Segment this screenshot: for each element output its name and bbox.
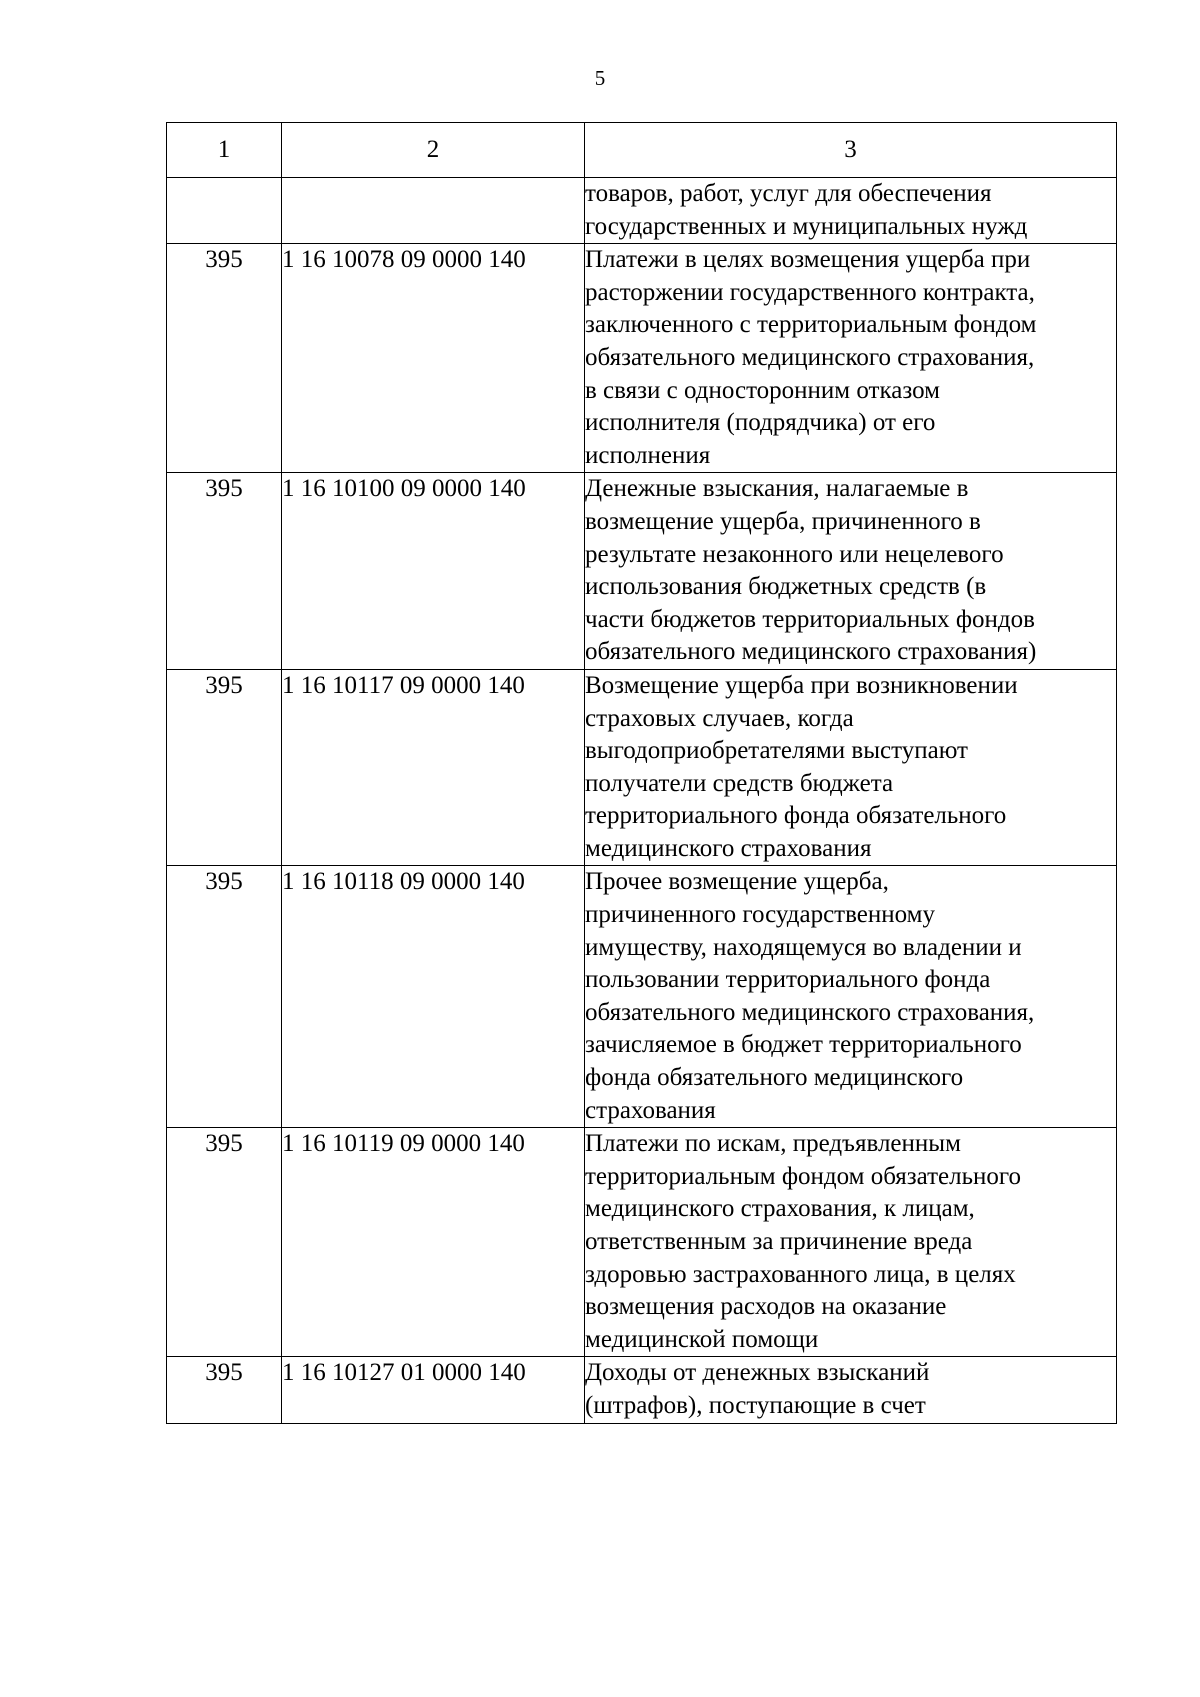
budget-code-cell bbox=[282, 178, 585, 244]
income-name-line: (штрафов), поступающие в счет bbox=[585, 1391, 926, 1419]
page-number: 5 bbox=[594, 66, 606, 90]
table-row bbox=[167, 244, 1117, 473]
income-name-line: использования бюджетных средств (в bbox=[585, 573, 987, 601]
income-name-line: причиненного государственному bbox=[585, 901, 935, 929]
income-name-line: страховых случаев, когда bbox=[585, 704, 854, 732]
column-header-1: 1 bbox=[167, 123, 282, 178]
table-row bbox=[167, 473, 1117, 670]
income-name-line: обязательного медицинского страхования, bbox=[585, 998, 1035, 1026]
income-name-line: части бюджетов территориальных фондов bbox=[585, 605, 1035, 633]
column-header-3: 3 bbox=[585, 123, 1117, 178]
table-row bbox=[167, 866, 1117, 1128]
budget-classification-table bbox=[166, 122, 1117, 1424]
budget-code-cell: 1 16 10119 09 0000 140 bbox=[282, 1128, 585, 1357]
income-name-line: зачисляемое в бюджет территориального bbox=[585, 1031, 1022, 1059]
income-name-line: Возмещение ущерба при возникновении bbox=[585, 671, 1018, 699]
income-name-cell bbox=[585, 1357, 1117, 1423]
admin-code-cell bbox=[167, 178, 282, 244]
income-name-cell bbox=[585, 473, 1117, 670]
income-name-line: Платежи по искам, предъявленным bbox=[585, 1130, 961, 1158]
income-name-line: товаров, работ, услуг для обеспечения bbox=[585, 180, 992, 207]
income-name-line: территориального фонда обязательного bbox=[585, 802, 1007, 830]
table-row bbox=[167, 1128, 1117, 1357]
income-name-line: заключенного с территориальным фондом bbox=[585, 311, 1037, 339]
table-body bbox=[167, 178, 1117, 1424]
admin-code-cell: 395 bbox=[167, 244, 282, 473]
income-name-line: страхования bbox=[585, 1096, 716, 1124]
income-name-line: имуществу, находящемуся во владении и bbox=[585, 933, 1022, 961]
budget-code-cell: 1 16 10078 09 0000 140 bbox=[282, 244, 585, 473]
income-name-line: Платежи в целях возмещения ущерба при bbox=[585, 246, 1031, 274]
income-name-line: в связи с односторонним отказом bbox=[585, 376, 940, 404]
income-name-line: обязательного медицинского страхования, bbox=[585, 343, 1035, 371]
budget-code-cell: 1 16 10100 09 0000 140 bbox=[282, 473, 585, 670]
income-name-line: результате незаконного или нецелевого bbox=[585, 540, 1004, 568]
income-name-line: фонда обязательного медицинского bbox=[585, 1064, 964, 1092]
income-name-cell bbox=[585, 866, 1117, 1128]
admin-code-cell: 395 bbox=[167, 866, 282, 1128]
income-name-line: возмещение ущерба, причиненного в bbox=[585, 507, 981, 535]
table-row bbox=[167, 1357, 1117, 1423]
income-name-line: государственных и муниципальных нужд bbox=[585, 212, 1028, 240]
admin-code-cell: 395 bbox=[167, 1128, 282, 1357]
income-name-cell bbox=[585, 178, 1117, 244]
income-name-line: возмещения расходов на оказание bbox=[585, 1293, 947, 1321]
table-row bbox=[167, 669, 1117, 866]
table-header-row bbox=[167, 123, 1117, 178]
income-name-line: Прочее возмещение ущерба, bbox=[585, 868, 889, 896]
income-name-line: здоровью застрахованного лица, в целях bbox=[585, 1260, 1016, 1288]
column-header-2: 2 bbox=[282, 123, 585, 178]
income-name-line: территориальным фондом обязательного bbox=[585, 1162, 1022, 1190]
income-name-line: получатели средств бюджета bbox=[585, 769, 894, 797]
income-name-line: Доходы от денежных взысканий bbox=[585, 1359, 930, 1387]
budget-code-cell: 1 16 10117 09 0000 140 bbox=[282, 669, 585, 866]
table-row bbox=[167, 178, 1117, 244]
budget-code-cell: 1 16 10127 01 0000 140 bbox=[282, 1357, 585, 1423]
income-name-line: медицинского страхования bbox=[585, 834, 872, 862]
income-name-cell bbox=[585, 1128, 1117, 1357]
income-name-line: Денежные взыскания, налагаемые в bbox=[585, 475, 969, 503]
income-name-line: медицинской помощи bbox=[585, 1325, 819, 1353]
income-name-line: медицинского страхования, к лицам, bbox=[585, 1195, 975, 1223]
income-name-line: исполнителя (подрядчика) от его bbox=[585, 409, 936, 437]
income-name-line: обязательного медицинского страхования) bbox=[585, 638, 1037, 666]
income-name-cell bbox=[585, 669, 1117, 866]
income-name-line: расторжении государственного контракта, bbox=[585, 278, 1035, 306]
income-name-cell bbox=[585, 244, 1117, 473]
admin-code-cell: 395 bbox=[167, 669, 282, 866]
income-name-line: пользовании территориального фонда bbox=[585, 966, 991, 994]
admin-code-cell: 395 bbox=[167, 473, 282, 670]
income-name-line: исполнения bbox=[585, 441, 711, 469]
income-name-line: выгодоприобретателями выступают bbox=[585, 737, 968, 765]
admin-code-cell: 395 bbox=[167, 1357, 282, 1423]
income-name-line: ответственным за причинение вреда bbox=[585, 1228, 973, 1255]
budget-code-cell: 1 16 10118 09 0000 140 bbox=[282, 866, 585, 1128]
